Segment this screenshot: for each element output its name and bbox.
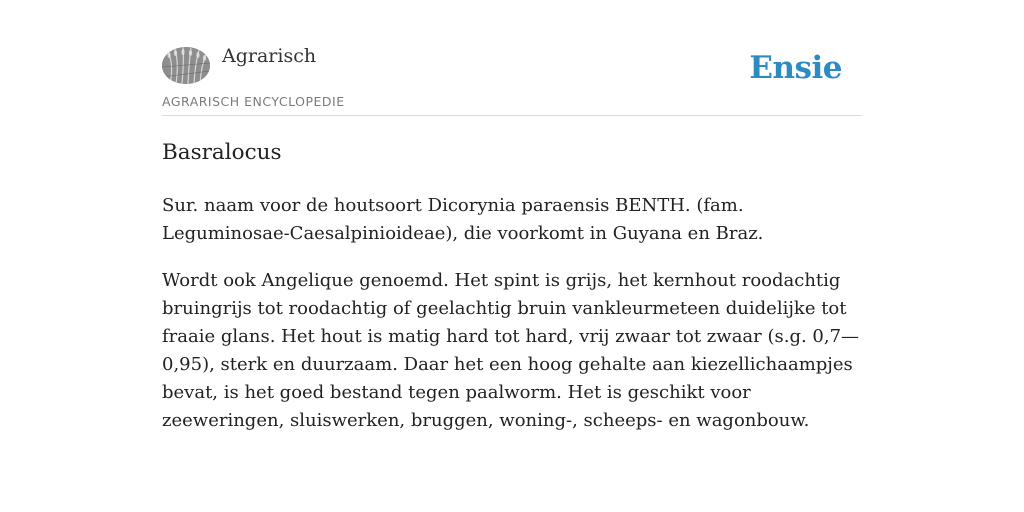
source-name[interactable]: Agrarisch <box>222 45 317 67</box>
wheat-icon <box>162 47 210 84</box>
source-subtitle: AGRARISCH ENCYCLOPEDIE <box>162 94 345 109</box>
brand-logo[interactable]: Ensie <box>749 50 842 86</box>
header <box>162 0 862 116</box>
article-paragraph: Wordt ook Angelique genoemd. Het spint is grijs, het kernhout roodachtig bruingrijs tot roodachtig of geelachtig bruin vankleurmeteen duidelijke tot fraaie glans. Het hout is matig hard tot hard, vrij zwaar tot zwaar (s.g. 0,7— 0,95), sterk en duurzaam. Daar het een hoog gehalte aan kiezellichaampjes bevat, is het goed bestand tegen paalworm. Het is geschikt voor zeeweringen, sluiswerken, bruggen, woning-, scheeps- en wagonbouw. <box>162 270 860 431</box>
article-title: Basralocus <box>162 140 282 165</box>
source-avatar[interactable] <box>162 47 210 84</box>
article-paragraph: Sur. naam voor de houtsoort Dicorynia paraensis BENTH. (fam. Leguminosae-Caesalpinioideae), die voorkomt in Guyana en Braz. <box>162 195 764 244</box>
page <box>162 0 862 431</box>
